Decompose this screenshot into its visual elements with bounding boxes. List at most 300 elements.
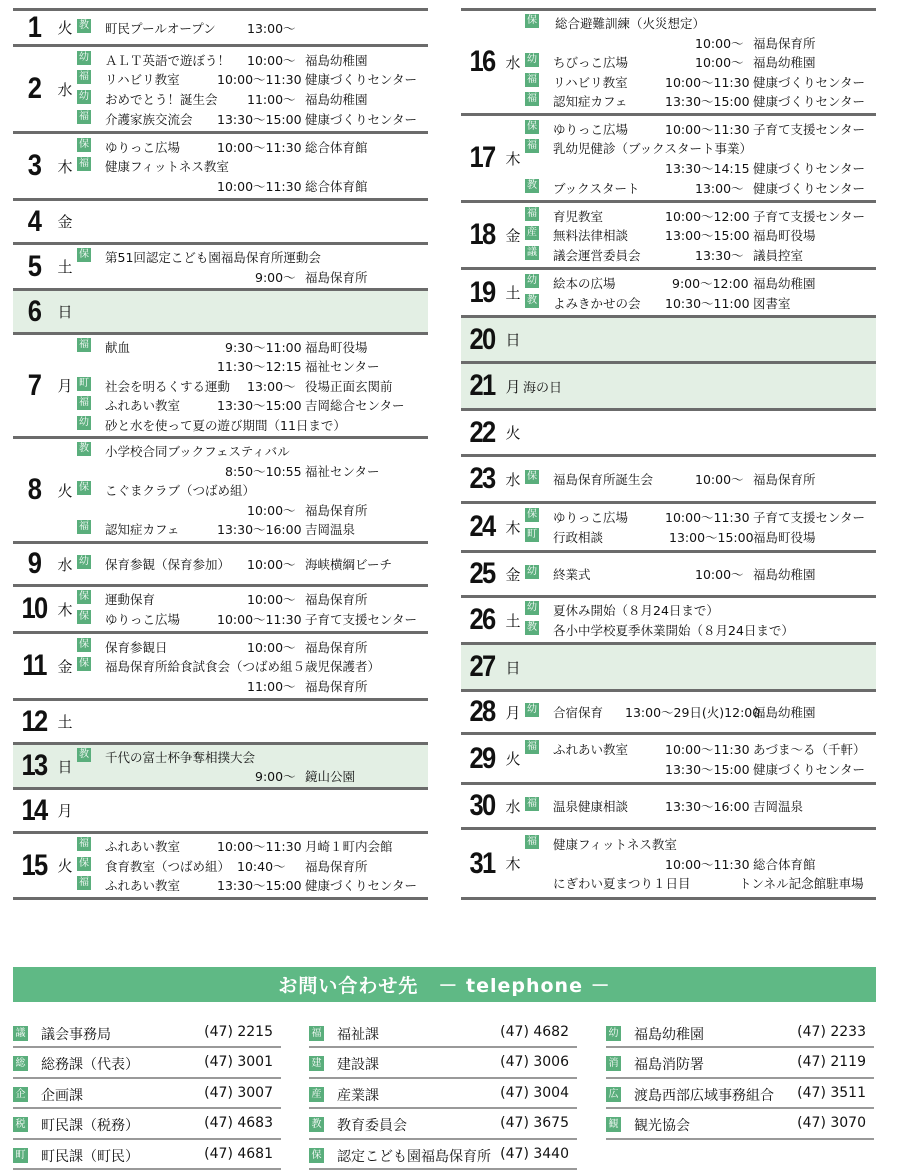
- event-line: [77, 656, 428, 676]
- event-detail: 福島幼稚園: [753, 705, 816, 721]
- event-line: [77, 766, 428, 785]
- day-row-1: [13, 8, 428, 44]
- event-line: [525, 138, 876, 158]
- category-badge: 福: [79, 521, 89, 533]
- event-text: 9:00〜: [255, 769, 296, 784]
- event-text: 13:30〜15:00: [665, 761, 750, 777]
- category-badge: 教: [79, 19, 89, 31]
- event-text: 介護家族交流会: [105, 111, 193, 127]
- event-detail: 海峡横綱ビーチ: [305, 557, 393, 573]
- event-text: 町民プールオープン: [105, 20, 216, 36]
- event-list: [75, 291, 428, 332]
- day-row-28: [461, 689, 876, 732]
- event-list: [523, 645, 876, 689]
- contact-header: [13, 967, 876, 1002]
- category-badge: 福: [79, 110, 89, 122]
- day-of-week: 土: [57, 713, 73, 731]
- event-list: [75, 47, 428, 131]
- day-row-30: [461, 782, 876, 827]
- event-detail: 福島保育所: [753, 472, 816, 488]
- category-badge: 保: [79, 249, 89, 260]
- category-badge: 保: [527, 15, 537, 27]
- category-badge: 幼: [79, 416, 89, 428]
- category-badge: 教: [527, 622, 537, 633]
- day-row-23: [461, 454, 876, 501]
- contact-name: 町民課（税務）: [41, 1118, 139, 1135]
- contact-row: [13, 1140, 281, 1170]
- event-text: 無料法律相談: [553, 228, 629, 244]
- event-line: [77, 176, 428, 196]
- event-detail: 健康づくりセンター: [753, 94, 866, 110]
- category-badge: 産: [527, 227, 537, 239]
- event-line: [77, 836, 428, 856]
- event-detail: 健康づくりセンター: [753, 761, 866, 777]
- event-detail: 子育て支援センター: [305, 612, 418, 627]
- event-line: [525, 273, 876, 293]
- event-detail: 健康づくりセンター: [305, 878, 418, 894]
- event-line: [525, 33, 876, 53]
- event-text: 千代の富士杯争奪相撲大会: [105, 750, 256, 765]
- day-row-17: [461, 113, 876, 200]
- event-detail: 総合体育館: [753, 856, 816, 872]
- contact-phone: (47) 2233: [797, 1024, 866, 1040]
- event-detail: 13:00〜29日(火)12:00: [625, 705, 761, 721]
- event-detail: 13:00〜15:00: [665, 228, 750, 244]
- event-detail: 10:40〜: [237, 858, 286, 874]
- day-of-week: 土: [505, 611, 521, 630]
- day-number: 26: [469, 603, 495, 636]
- event-text: 10:00〜: [695, 35, 744, 51]
- day-number: 18: [469, 218, 495, 251]
- event-text: 保育参観（保育参加）: [105, 557, 231, 573]
- day-of-week: 日: [505, 331, 521, 349]
- day-number: 11: [22, 649, 46, 682]
- event-line: [77, 856, 428, 876]
- day-number: 17: [469, 141, 495, 174]
- contact-badge: 町: [13, 1148, 28, 1163]
- contact-phone: (47) 3511: [797, 1084, 866, 1101]
- category-badge: 福: [527, 836, 537, 848]
- contact-badge: 観: [606, 1117, 621, 1132]
- event-detail: 13:30〜: [695, 247, 744, 263]
- event-line: [77, 376, 428, 395]
- event-detail: 10:00〜11:30: [665, 74, 750, 90]
- calendar-column-left: [13, 8, 428, 900]
- event-line: [77, 18, 428, 38]
- event-detail: 10:00〜: [695, 55, 744, 71]
- contact-row: [606, 1109, 874, 1139]
- event-text: 福島保育所誕生会: [553, 472, 654, 488]
- contact-row: [309, 1048, 577, 1078]
- contact-name: 教育委員会: [337, 1118, 407, 1135]
- contact-badge: 税: [13, 1117, 28, 1132]
- event-detail: 10:00〜: [247, 557, 296, 573]
- contact-badge: 総: [13, 1056, 28, 1071]
- event-list: [523, 598, 876, 642]
- day-of-week: 火: [57, 857, 73, 875]
- event-text: 10:00〜11:30: [217, 178, 302, 194]
- category-badge: 福: [79, 397, 89, 409]
- category-badge: 福: [527, 740, 537, 752]
- event-line: [525, 13, 876, 33]
- event-list: [523, 318, 876, 361]
- event-detail: 13:00〜: [247, 20, 296, 36]
- event-text: ふれあい教室: [553, 741, 629, 757]
- day-number: 29: [469, 741, 495, 775]
- day-number: 7: [27, 368, 41, 402]
- event-text: 11:30〜12:15: [217, 359, 302, 375]
- event-line: [77, 415, 428, 434]
- day-of-week: 木: [505, 518, 521, 537]
- day-row-22: [461, 408, 876, 454]
- contact-badge: 教: [309, 1117, 324, 1132]
- day-of-week: 金: [57, 657, 73, 676]
- contact-row: [13, 1018, 281, 1048]
- day-number: 31: [469, 846, 495, 880]
- day-row-7: [13, 332, 428, 436]
- category-badge: 福: [79, 877, 89, 889]
- event-list: [523, 411, 876, 454]
- event-line: [77, 395, 428, 414]
- event-text: 10:00〜11:30: [665, 856, 750, 872]
- event-detail: 10:00〜: [695, 472, 744, 488]
- event-detail: 10:00〜: [247, 52, 296, 68]
- event-list: [523, 270, 876, 315]
- day-of-week: 木: [505, 149, 521, 168]
- category-badge: 保: [527, 509, 537, 521]
- day-number: 13: [21, 749, 47, 782]
- day-of-week: 火: [57, 481, 73, 500]
- contact-badge: 幼: [606, 1026, 621, 1041]
- contact-phone: (47) 4682: [500, 1024, 569, 1040]
- event-detail: 子育て支援センター: [753, 121, 866, 137]
- contact-phone: (47) 3440: [500, 1145, 569, 1162]
- day-number: 3: [27, 149, 41, 182]
- event-detail: 10:00〜: [247, 592, 296, 608]
- day-row-10: [13, 584, 428, 631]
- contact-row: [309, 1018, 577, 1048]
- event-line: [77, 519, 428, 539]
- day-row-15: [13, 831, 428, 897]
- day-number: 19: [469, 275, 495, 309]
- event-line: [77, 356, 428, 375]
- event-line: [525, 739, 876, 759]
- event-detail: 10:00〜11:30: [217, 72, 302, 88]
- event-text: 13:30〜14:15: [665, 161, 750, 176]
- day-row-21: [461, 361, 876, 408]
- event-text: リハビリ教室: [105, 72, 180, 88]
- event-list: [75, 701, 428, 742]
- day-of-week: 月: [505, 703, 521, 722]
- contact-phone: (47) 3070: [797, 1115, 866, 1132]
- contact-title: お問い合わせ先 － telephone －: [278, 975, 611, 997]
- event-text: 乳幼児健診（ブックスタート事業）: [553, 141, 753, 157]
- contact-badge: 企: [13, 1087, 28, 1102]
- category-badge: 福: [527, 93, 537, 105]
- contact-badge: 福: [309, 1026, 324, 1041]
- category-badge: 保: [527, 120, 537, 132]
- event-line: [77, 50, 428, 70]
- event-text: ふれあい教室: [105, 878, 181, 894]
- event-line: [77, 747, 428, 766]
- contact-row: [309, 1079, 577, 1109]
- contact-row: [13, 1109, 281, 1139]
- event-detail: 13:30〜16:00: [217, 522, 302, 538]
- day-of-week: 火: [505, 424, 521, 442]
- event-line: [77, 441, 428, 461]
- event-detail: 10:00〜11:30: [665, 510, 750, 526]
- day-number: 12: [21, 704, 47, 738]
- day-row-18: [461, 200, 876, 267]
- contact-name: 福島消防署: [634, 1057, 704, 1074]
- event-list: [523, 11, 876, 113]
- contact-row: [309, 1140, 577, 1170]
- event-line: [77, 156, 428, 176]
- event-line: [525, 469, 876, 489]
- event-list: [75, 587, 428, 631]
- event-text: 8:50〜10:55: [225, 463, 302, 479]
- day-number: 28: [469, 695, 495, 728]
- event-text: ちびっこ広場: [553, 55, 629, 71]
- event-detail: 福祉センター: [305, 359, 380, 375]
- event-text: ＡＬＴ英語で遊ぼう！: [105, 52, 231, 68]
- event-detail: 吉岡総合センター: [305, 398, 405, 414]
- category-badge: 教: [527, 294, 537, 306]
- contact-name: 福祉課: [337, 1027, 379, 1043]
- event-text: 各小中学校夏季休業開始（８月24日まで）: [553, 623, 794, 638]
- event-list: [75, 335, 428, 436]
- event-detail: 福島保育所: [305, 639, 368, 655]
- event-text: 小学校合同ブックフェスティバル: [105, 444, 290, 460]
- event-list: [523, 692, 876, 732]
- category-badge: 保: [79, 591, 89, 603]
- event-text: ゆりっこ広場: [553, 510, 629, 526]
- event-line: [525, 178, 876, 198]
- column-bottom-rule: [13, 897, 428, 900]
- event-list: [75, 745, 428, 787]
- day-number: 5: [27, 249, 41, 283]
- category-badge: 教: [79, 443, 89, 455]
- category-badge: 保: [79, 638, 89, 650]
- event-list: [523, 735, 876, 782]
- event-line: [77, 137, 428, 157]
- event-detail: 吉岡温泉: [753, 799, 804, 815]
- event-detail: 13:30〜15:00: [217, 111, 302, 127]
- day-number: 30: [469, 789, 495, 822]
- contact-name: 町民課（町民）: [41, 1148, 139, 1165]
- event-line: [525, 854, 876, 874]
- contact-row: [606, 1079, 874, 1109]
- event-line: [77, 247, 428, 267]
- event-line: [77, 554, 428, 574]
- day-number: 27: [469, 650, 495, 683]
- event-text: 夏休み開始（８月24日まで）: [553, 603, 719, 619]
- day-number: 24: [469, 510, 495, 543]
- category-badge: 福: [79, 338, 89, 350]
- event-detail: 10:00〜11:30: [217, 139, 302, 155]
- day-number: 15: [21, 848, 47, 882]
- day-of-week: 金: [57, 213, 73, 231]
- event-detail: 福島町役場: [753, 530, 816, 545]
- event-detail: 11:00〜: [247, 92, 296, 107]
- event-line: [525, 293, 876, 313]
- event-list: [523, 203, 876, 267]
- event-list: [75, 544, 428, 584]
- category-badge: 幼: [527, 704, 537, 716]
- contact-phone: (47) 4681: [204, 1145, 273, 1162]
- category-badge: 教: [79, 749, 89, 760]
- event-list: [523, 830, 876, 897]
- day-number: 8: [27, 473, 41, 506]
- day-row-27: [461, 642, 876, 689]
- day-number: 23: [469, 462, 495, 495]
- event-list: [75, 201, 428, 242]
- event-line: [525, 52, 876, 72]
- event-detail: 10:00〜11:30: [665, 121, 750, 137]
- event-text: にぎわい夏まつり１日目: [553, 876, 691, 892]
- column-bottom-rule: [461, 897, 876, 900]
- day-of-week: 水: [57, 80, 73, 99]
- event-text: 社会を明るくする運動: [105, 378, 231, 394]
- day-row-2: [13, 44, 428, 131]
- day-of-week: 土: [505, 284, 521, 302]
- contact-badge: 保: [309, 1148, 324, 1163]
- event-text: 第51回認定こども園福島保育所運動会: [105, 250, 321, 265]
- event-text: 行政相談: [553, 530, 604, 545]
- event-text: 合宿保育: [553, 705, 604, 721]
- event-line: [77, 637, 428, 657]
- event-text: リハビリ教室: [553, 74, 628, 90]
- event-detail: 総合体育館: [305, 139, 368, 155]
- event-line: [77, 875, 428, 895]
- event-detail: 総合体育館: [305, 178, 368, 194]
- event-detail: 福島町役場: [305, 339, 368, 355]
- event-detail: 13:00〜: [247, 378, 296, 394]
- contact-phone: (47) 3007: [204, 1084, 273, 1101]
- event-list: [523, 785, 876, 827]
- day-number: 1: [27, 10, 41, 44]
- category-badge: 保: [79, 658, 89, 670]
- category-badge: 幼: [527, 54, 537, 66]
- category-badge: 福: [527, 140, 537, 152]
- event-detail: 13:30〜16:00: [665, 799, 750, 815]
- event-detail: 福島保育所: [305, 858, 368, 874]
- event-list: [75, 134, 428, 198]
- day-row-29: [461, 732, 876, 782]
- event-detail: あづま〜る（千軒）: [753, 741, 866, 757]
- event-text: 絵本の広場: [553, 275, 616, 291]
- event-detail: 健康づくりセンター: [753, 74, 866, 90]
- event-line: [77, 589, 428, 609]
- day-row-24: [461, 501, 876, 550]
- day-row-31: [461, 827, 876, 897]
- event-text: ゆりっこ広場: [105, 139, 181, 155]
- contact-name: 議会事務局: [41, 1027, 111, 1043]
- category-badge: 福: [79, 838, 89, 850]
- event-detail: 役場正面玄関前: [305, 378, 393, 394]
- event-detail: 福島保育所: [305, 269, 368, 285]
- event-text: ふれあい教室: [105, 839, 181, 855]
- event-line: [525, 759, 876, 779]
- event-list: [75, 790, 428, 831]
- event-text: 議会運営委員会: [553, 247, 641, 263]
- event-detail: 13:30〜15:00: [665, 94, 750, 110]
- contact-name: 産業課: [337, 1087, 379, 1104]
- category-badge: 福: [79, 71, 89, 83]
- day-number: 21: [469, 369, 495, 402]
- contact-name: 建設課: [337, 1057, 379, 1074]
- category-badge: 福: [79, 158, 89, 170]
- day-number: 22: [469, 415, 495, 449]
- event-list: [523, 457, 876, 501]
- contact-phone: (47) 3001: [204, 1054, 273, 1071]
- contact-phone: (47) 3006: [500, 1054, 569, 1071]
- event-text: 終業式: [553, 567, 591, 583]
- event-list: [75, 634, 428, 698]
- event-line: [525, 91, 876, 111]
- contact-name: 福島幼稚園: [634, 1027, 704, 1043]
- event-detail: トンネル記念館駐車場: [739, 876, 864, 892]
- event-text: 健康フィットネス教室: [553, 837, 677, 853]
- event-detail: 10:00〜: [247, 639, 296, 655]
- contact-phone: (47) 2215: [204, 1024, 273, 1040]
- day-number: 4: [27, 204, 41, 238]
- event-detail: 福島町役場: [753, 228, 816, 244]
- event-line: [77, 89, 428, 109]
- event-line: [525, 225, 876, 245]
- category-badge: 福: [527, 73, 537, 85]
- event-list: [562, 364, 876, 408]
- event-detail: 13:30〜15:00: [217, 398, 302, 414]
- contact-row: [606, 1048, 874, 1078]
- day-row-9: [13, 541, 428, 584]
- event-detail: 子育て支援センター: [753, 510, 866, 526]
- event-line: [525, 796, 876, 816]
- event-detail: 福島幼稚園: [753, 567, 816, 583]
- event-text: 総合避難訓練（火災想定）: [555, 16, 706, 32]
- contact-badge: 消: [606, 1056, 621, 1071]
- day-row-25: [461, 550, 876, 595]
- day-of-week: 木: [505, 855, 521, 873]
- event-detail: 10:00〜: [695, 567, 744, 583]
- category-badge: 保: [79, 857, 89, 869]
- event-line: [525, 834, 876, 854]
- day-of-week: 水: [57, 555, 73, 574]
- event-detail: 10:30〜11:00: [665, 295, 750, 311]
- event-detail: 福島幼稚園: [305, 92, 368, 107]
- contact-name: 渡島西部広域事務組合: [634, 1087, 774, 1104]
- category-badge: 幼: [79, 51, 89, 63]
- event-detail: 13:00〜: [695, 180, 744, 196]
- contact-name: 総務課（代表）: [41, 1057, 139, 1074]
- event-detail: 福祉センター: [305, 463, 380, 479]
- day-row-4: [13, 198, 428, 242]
- day-of-week: 木: [57, 600, 73, 619]
- event-text: 砂と水を使って夏の遊び期間（11日まで）: [105, 417, 346, 433]
- contact-name: 観光協会: [634, 1118, 690, 1135]
- event-detail: 福島保育所: [305, 502, 368, 518]
- event-detail: 9:00〜12:00: [672, 275, 749, 291]
- event-detail: 福島保育所: [305, 592, 368, 608]
- event-text: ゆりっこ広場: [553, 121, 629, 137]
- day-number: 10: [21, 592, 47, 625]
- event-line: [525, 119, 876, 139]
- contact-name: 認定こども園福島保育所: [337, 1148, 491, 1165]
- event-line: [525, 702, 876, 722]
- event-detail: 健康づくりセンター: [305, 72, 418, 88]
- category-badge: 教: [527, 179, 537, 191]
- event-detail: 10:00〜12:00: [665, 208, 750, 224]
